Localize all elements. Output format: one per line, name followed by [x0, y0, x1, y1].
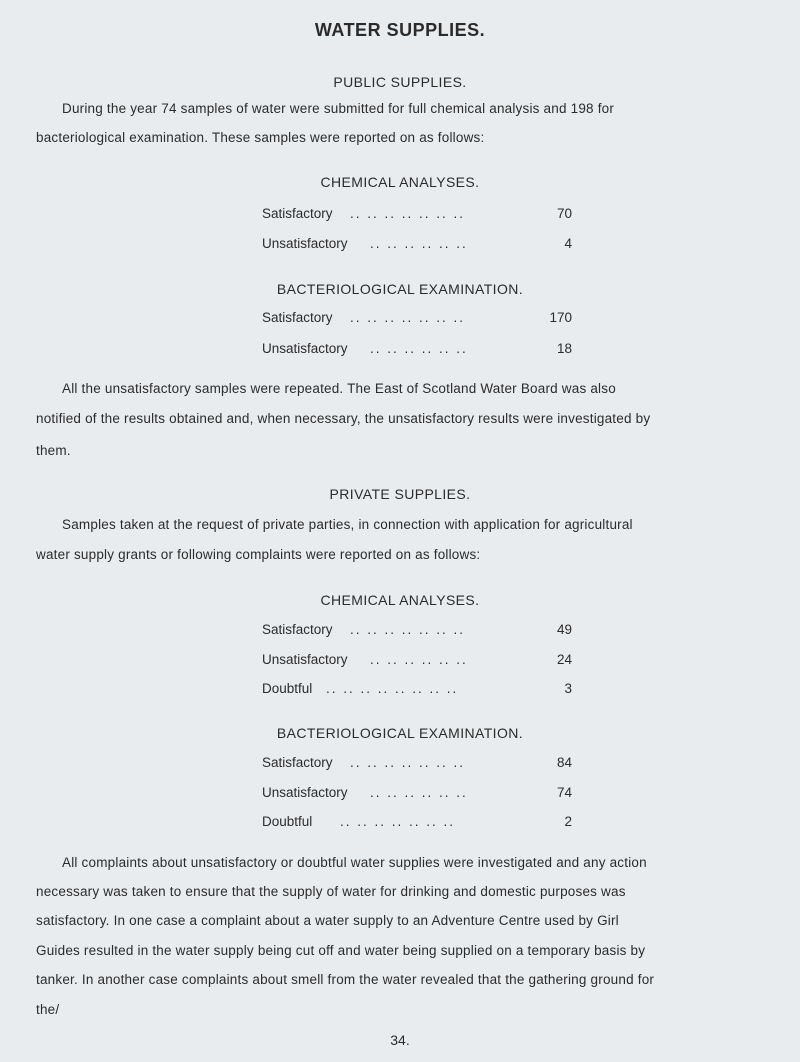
row-leader-dots: .. .. .. .. .. .. — [370, 341, 468, 356]
private-supplies-heading: PRIVATE SUPPLIES. — [329, 486, 471, 502]
row-leader-dots: .. .. .. .. .. .. .. — [340, 814, 456, 829]
private-intro-line-2: water supply grants or following complaints were reported on as follows: — [36, 547, 481, 562]
public-after-line-3: them. — [36, 443, 71, 458]
row-leader-dots: .. .. .. .. .. .. — [370, 785, 468, 800]
row-leader-dots: .. .. .. .. .. .. .. — [350, 622, 466, 637]
page-title: WATER SUPPLIES. — [314, 20, 486, 40]
closing-line-1: All complaints about unsatisfactory or doubtful water supplies were investigated and any action — [62, 855, 647, 870]
row-value: 18 — [556, 341, 572, 356]
row-leader-dots: .. .. .. .. .. .. .. — [350, 755, 466, 770]
row-label: Doubtful — [262, 681, 313, 696]
row-value: 170 — [549, 310, 572, 325]
row-label: Unsatisfactory — [262, 652, 348, 667]
row-leader-dots: .. .. .. .. .. .. .. — [350, 206, 466, 221]
row-value: 49 — [556, 622, 572, 637]
public-intro-line-2: bacteriological examination. These samples were reported on as follows: — [36, 130, 485, 145]
row-label: Doubtful — [262, 814, 313, 829]
row-value: 3 — [564, 681, 572, 696]
closing-line-3: satisfactory. In one case a complaint about a water supply to an Adventure Centre used by Girl — [36, 913, 619, 928]
row-value: 70 — [556, 206, 572, 221]
row-label: Satisfactory — [262, 206, 333, 221]
row-value: 74 — [556, 785, 572, 800]
page-number: 34. — [390, 1032, 410, 1048]
row-label: Unsatisfactory — [262, 341, 348, 356]
row-value: 24 — [556, 652, 572, 667]
row-leader-dots: .. .. .. .. .. .. — [370, 236, 468, 251]
row-value: 84 — [556, 755, 572, 770]
closing-line-5: tanker. In another case complaints about smell from the water revealed that the gathering ground for — [36, 972, 655, 987]
row-label: Satisfactory — [262, 755, 333, 770]
public-after-line-1: All the unsatisfactory samples were repeated. The East of Scotland Water Board was also — [62, 381, 616, 396]
row-leader-dots: .. .. .. .. .. .. .. .. — [326, 681, 459, 696]
closing-line-2: necessary was taken to ensure that the supply of water for drinking and domestic purposes was — [36, 884, 626, 899]
row-label: Satisfactory — [262, 622, 333, 637]
private-bacteriological-heading: BACTERIOLOGICAL EXAMINATION. — [276, 725, 524, 741]
row-value: 4 — [564, 236, 572, 251]
row-label: Satisfactory — [262, 310, 333, 325]
row-label: Unsatisfactory — [262, 236, 348, 251]
row-label: Unsatisfactory — [262, 785, 348, 800]
row-leader-dots: .. .. .. .. .. .. .. — [350, 310, 466, 325]
public-after-line-2: notified of the results obtained and, when necessary, the unsatisfactory results were investigated by — [36, 411, 651, 426]
row-value: 2 — [564, 814, 572, 829]
public-chemical-heading: CHEMICAL ANALYSES. — [320, 174, 480, 190]
row-leader-dots: .. .. .. .. .. .. — [370, 652, 468, 667]
private-intro-line-1: Samples taken at the request of private parties, in connection with application for agricultural — [62, 517, 633, 532]
closing-line-6: the/ — [36, 1002, 60, 1017]
public-supplies-heading: PUBLIC SUPPLIES. — [333, 74, 467, 90]
public-bacteriological-heading: BACTERIOLOGICAL EXAMINATION. — [276, 281, 524, 297]
private-chemical-heading: CHEMICAL ANALYSES. — [320, 592, 480, 608]
public-intro-line-1: During the year 74 samples of water were submitted for full chemical analysis and 198 for — [62, 101, 615, 116]
closing-line-4: Guides resulted in the water supply being cut off and water being supplied on a temporary basis by — [36, 943, 646, 958]
